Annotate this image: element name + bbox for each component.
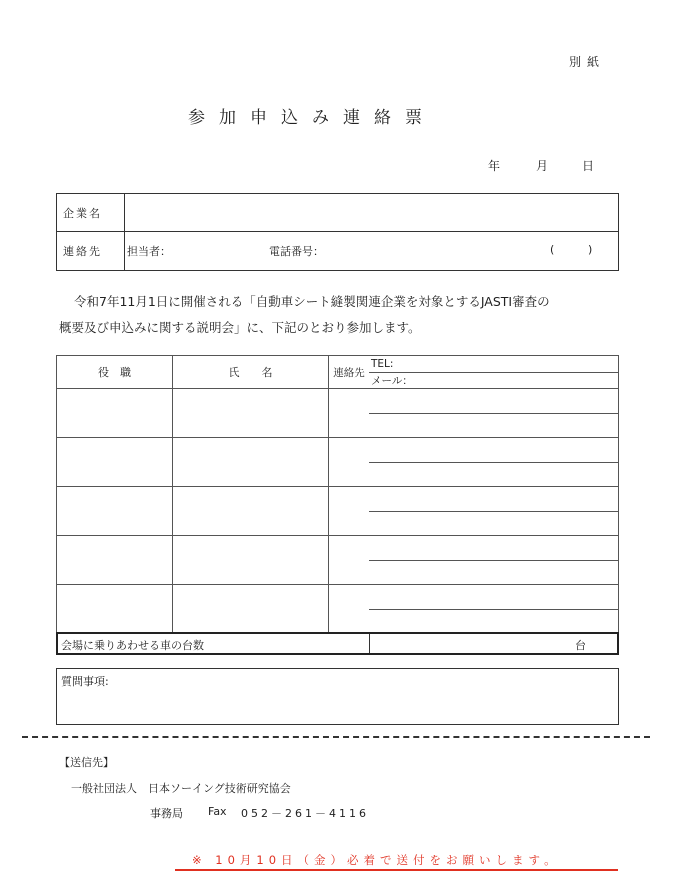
deadline-notice: ※ 10月10日（金）必着で送付をお願いします。 [192,853,561,867]
send-to-header: 【送信先】 [59,756,114,769]
contact-cell [329,438,370,487]
header-name: 氏 名 [173,356,329,389]
contact-label: 連絡先 [63,245,102,258]
contact-input[interactable] [369,438,619,487]
company-table [56,193,619,271]
position-input[interactable] [57,585,173,633]
mail-label: メール： [371,375,413,387]
contact-input[interactable] [369,389,619,438]
contact-divider [369,511,618,512]
cut-line [22,736,650,738]
car-count-unit: 台 [575,639,586,652]
paren-open: ( [550,243,555,256]
date-day: 日 [582,159,595,173]
table-row [57,536,619,585]
date-month: 月 [536,159,549,173]
contact-cell [329,487,370,536]
contact-cell [329,536,370,585]
tel-label: TEL: [371,358,394,370]
table-row [57,389,619,438]
contact-divider [369,413,618,414]
name-input[interactable] [173,389,329,438]
position-input[interactable] [57,389,173,438]
attendee-table [56,355,619,633]
questions-box[interactable] [56,668,619,725]
contact-cell [329,585,370,633]
contact-cell [329,389,370,438]
name-input[interactable] [173,536,329,585]
contact-input[interactable] [369,536,619,585]
company-label: 企業名 [63,206,102,220]
attendee-header-row [57,356,619,389]
name-input[interactable] [173,585,329,633]
deadline-underline [175,869,618,871]
paren-close: ) [588,243,593,256]
attachment-label: 別紙 [569,55,606,69]
table-row [57,438,619,487]
contact-input[interactable] [125,232,619,271]
person-label: 担当者： [127,245,171,258]
car-count-label: 会場に乗りあわせる車の台数 [61,639,204,652]
send-to-org: 一般社団法人 日本ソーイング技術研究協会 [71,782,291,795]
contact-input[interactable] [369,487,619,536]
fax-label: Fax [208,805,227,818]
contact-label-cell [57,232,125,271]
header-contact: 連絡先 [329,356,370,389]
contact-divider [369,462,618,463]
contact-divider [369,560,618,561]
table-row [57,585,619,633]
position-input[interactable] [57,438,173,487]
header-position: 役 職 [57,356,173,389]
position-input[interactable] [57,536,173,585]
form-title: 参加申込み連絡票 [188,108,436,128]
company-label-cell [57,194,125,232]
contact-input[interactable] [369,585,619,633]
position-input[interactable] [57,487,173,536]
company-input[interactable] [125,194,619,232]
header-contact-detail [369,356,619,389]
fax-number: 052－261－4116 [241,807,369,820]
office-label: 事務局 [150,807,183,820]
table-row [57,487,619,536]
intro-line-2: 概要及び申込みに関する説明会」に、下記のとおり参加します。 [59,320,421,335]
intro-line-1: 令和7年11月1日に開催される「自動車シート縫製関連企業を対象とするJASTI審査の [74,294,550,309]
car-count-row [56,632,619,655]
name-input[interactable] [173,438,329,487]
contact-divider [369,609,618,610]
phone-label: 電話番号： [269,245,324,258]
name-input[interactable] [173,487,329,536]
questions-label: 質問事項: [61,675,109,688]
date-year: 年 [488,159,501,173]
